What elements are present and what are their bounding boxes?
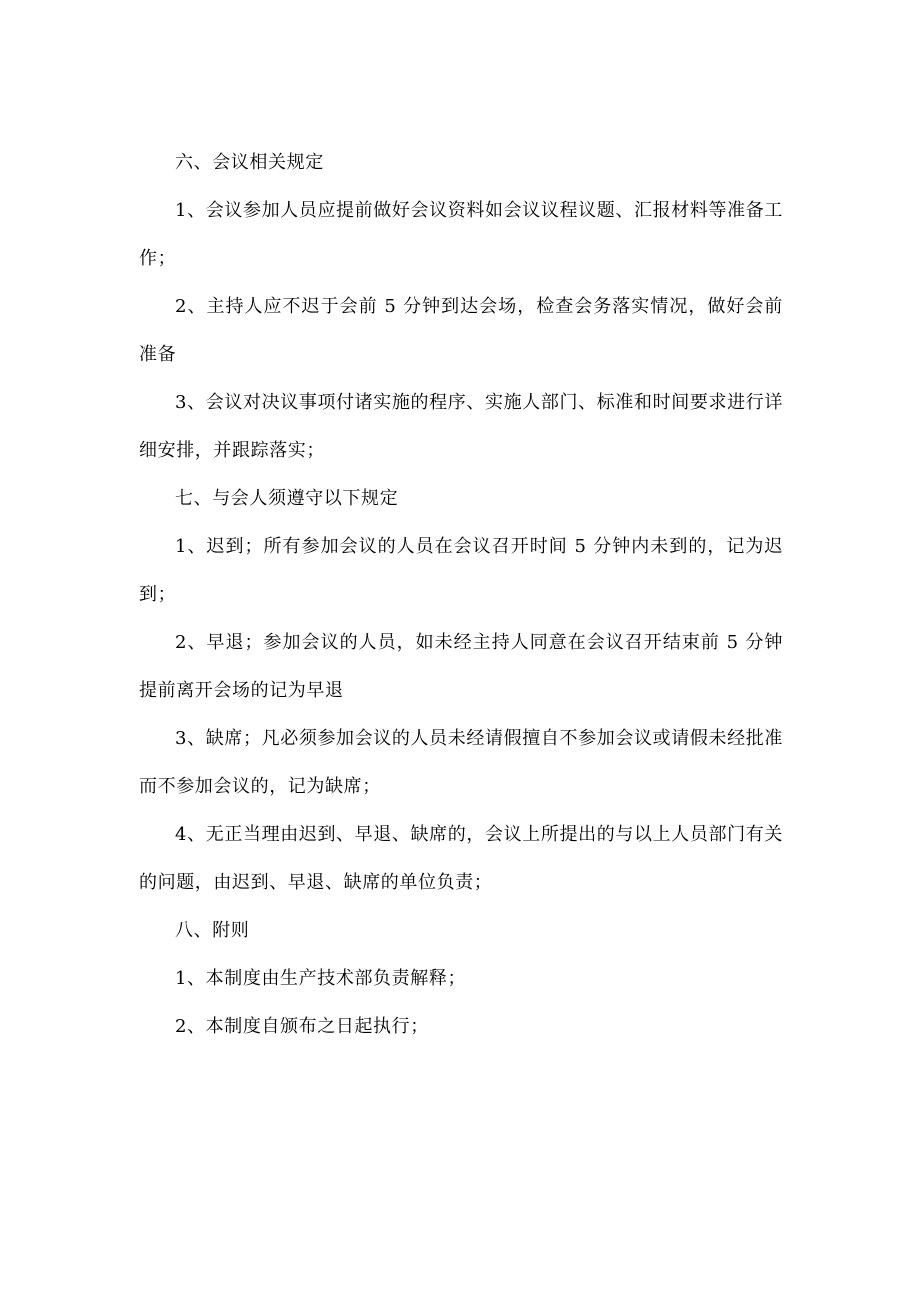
section-heading-supplementary: 八、附则 — [175, 920, 250, 941]
section-heading-meeting-rules: 六、会议相关规定 — [175, 152, 324, 173]
paragraph-rule-2: 2、主持人应不迟于会前 5 分钟到达会场，检查会务落实情况，做好会前准备 — [139, 296, 783, 365]
paragraph-absent: 3、缺席；凡必须参加会议的人员未经请假擅自不参加会议或请假未经批准而不参加会议的，记为缺席； — [139, 728, 783, 797]
paragraph-effective: 2、本制度自颁布之日起执行； — [175, 1016, 429, 1037]
paragraph-late: 1、迟到；所有参加会议的人员在会议召开时间 5 分钟内未到的，记为迟到； — [139, 536, 783, 605]
paragraph-interpretation: 1、本制度由生产技术部负责解释； — [175, 968, 467, 989]
paragraph-rule-3: 3、会议对决议事项付诸实施的程序、实施人部门、标准和时间要求进行详细安排，并跟踪落实； — [139, 392, 783, 461]
paragraph-responsibility: 4、无正当理由迟到、早退、缺席的，会议上所提出的与以上人员部门有关的问题，由迟到、早退、缺席的单位负责； — [139, 824, 783, 893]
paragraph-leave-early: 2、早退；参加会议的人员，如未经主持人同意在会议召开结束前 5 分钟提前离开会场的记为早退 — [139, 632, 783, 701]
paragraph-rule-1: 1、会议参加人员应提前做好会议资料如会议议程议题、汇报材料等准备工作； — [139, 200, 783, 269]
document-body — [139, 139, 783, 1051]
section-heading-attendee-rules: 七、与会人须遵守以下规定 — [175, 488, 399, 509]
